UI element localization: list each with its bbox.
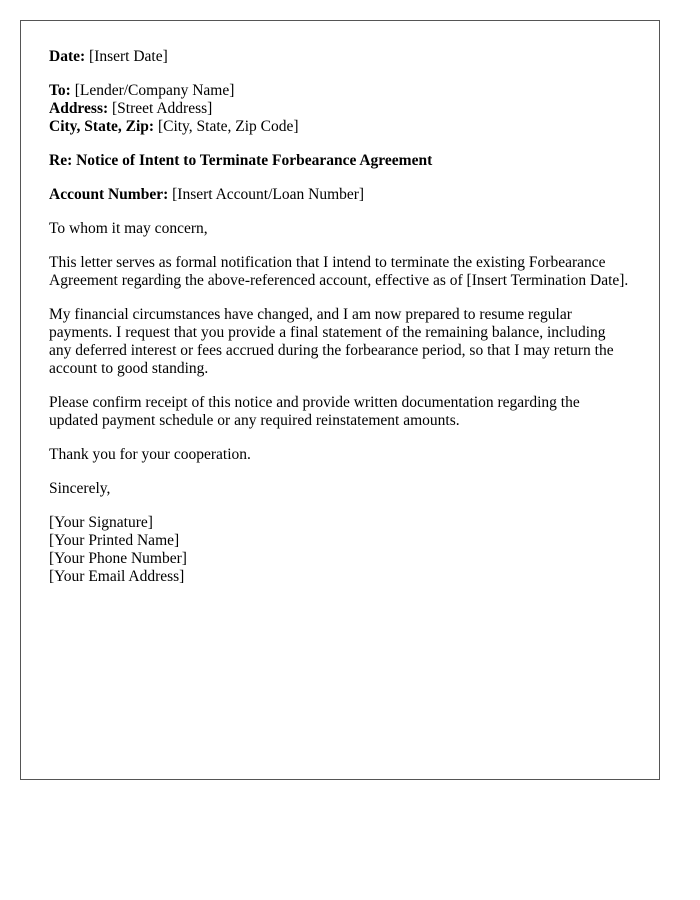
to-label: To: <box>49 82 71 99</box>
account-number-value: [Insert Account/Loan Number] <box>172 186 365 203</box>
printed-name-placeholder: [Your Printed Name] <box>49 532 180 549</box>
address-value: [Street Address] <box>112 100 213 117</box>
to-value: [Lender/Company Name] <box>74 82 235 99</box>
subject-line: Re: Notice of Intent to Terminate Forbearance Agreement <box>49 152 433 169</box>
city-state-zip-label: City, State, Zip: <box>49 118 155 135</box>
date-value: [Insert Date] <box>89 48 168 65</box>
thanks-line: Thank you for your cooperation. <box>49 446 251 463</box>
city-state-zip-value: [City, State, Zip Code] <box>157 118 299 135</box>
paragraph-termination-notice: This letter serves as formal notification that I intend to terminate the existing Forbearance Agreement regarding the above-referenced account, effective as of [Insert Termination Date]. <box>49 254 629 289</box>
paragraph-financial-circumstances: My financial circumstances have changed, and I am now prepared to resume regular payments. I request that you provide a final statement of the remaining balance, including any deferred interest or fees accrued during the forbearance period, so that I may return the account to good standing. <box>49 306 614 377</box>
email-placeholder: [Your Email Address] <box>49 568 185 585</box>
date-line <box>49 48 631 66</box>
paragraph-confirm-receipt: Please confirm receipt of this notice and provide written documentation regarding the updated payment schedule or any required reinstatement amounts. <box>49 394 580 429</box>
phone-placeholder: [Your Phone Number] <box>49 550 187 567</box>
signature-placeholder: [Your Signature] <box>49 514 153 531</box>
signature-block <box>49 514 631 586</box>
account-number-label: Account Number: <box>49 186 169 203</box>
closing: Sincerely, <box>49 480 111 497</box>
account-line <box>49 186 631 204</box>
address-label: Address: <box>49 100 109 117</box>
letter-page <box>20 20 660 780</box>
salutation: To whom it may concern, <box>49 220 208 237</box>
recipient-block <box>49 82 631 136</box>
date-label: Date: <box>49 48 86 65</box>
